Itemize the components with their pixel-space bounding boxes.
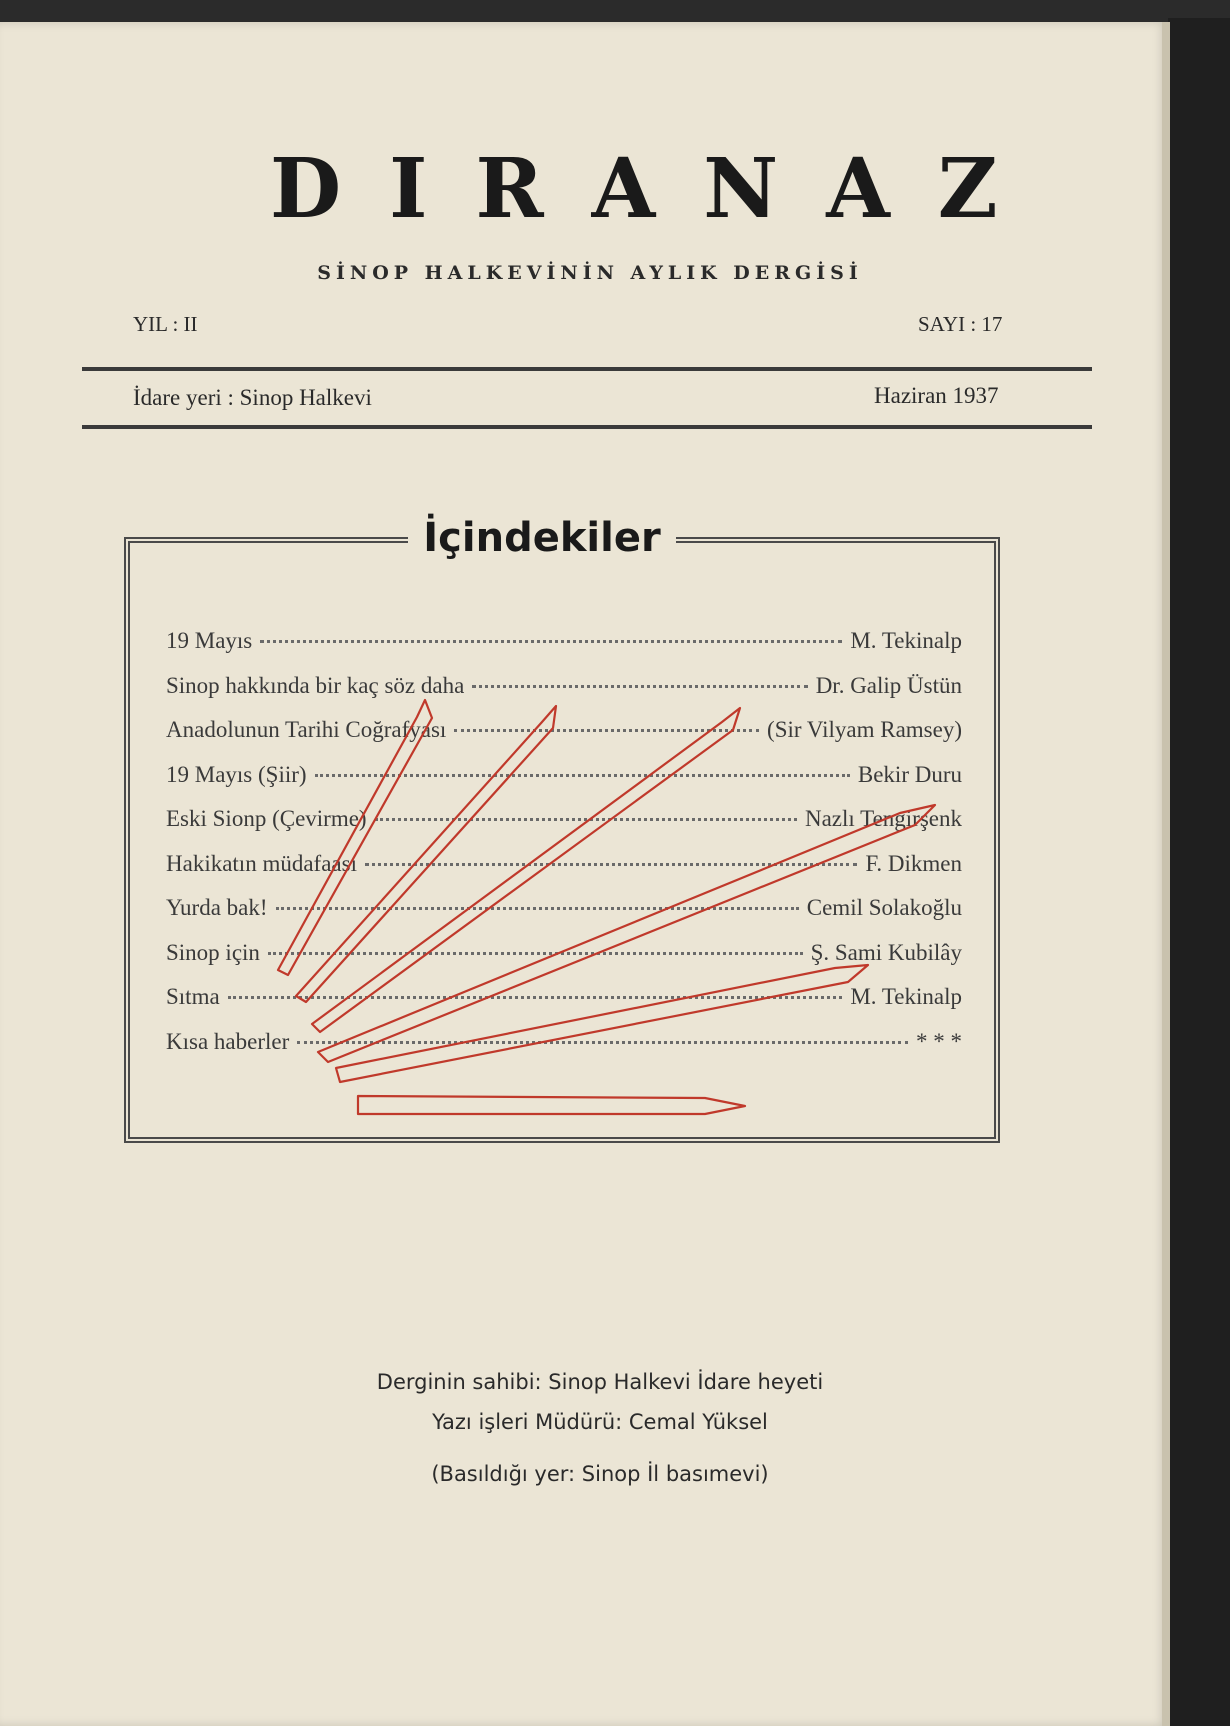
issue-date: Haziran 1937 xyxy=(874,383,999,408)
toc-item-author: * * * xyxy=(916,1028,962,1054)
arrow-6 xyxy=(358,1096,745,1114)
toc-item-title: Yurda bak! xyxy=(166,895,268,920)
volume-year: YIL : II xyxy=(133,312,198,336)
toc-item-title: Anadolunun Tarihi Coğrafyası xyxy=(166,717,447,742)
arrow-1 xyxy=(278,700,432,975)
printer-line: (Basıldığı yer: Sinop İl basımevi) xyxy=(431,1462,769,1486)
editor-line: Yazı işleri Müdürü: Cemal Yüksel xyxy=(432,1410,768,1434)
toc-item-title: 19 Mayıs xyxy=(166,628,253,653)
arrow-5 xyxy=(336,965,868,1082)
toc-item-author: M. Tekinalp xyxy=(850,984,962,1009)
toc-item-title: Hakikatın müdafaası xyxy=(166,850,357,876)
arrow-2 xyxy=(296,706,556,1002)
toc-item-title: Eski Sionp (Çevirme) xyxy=(166,806,367,831)
toc-item-title: Kısa haberler xyxy=(166,1028,290,1054)
toc-item-title: Sinop için xyxy=(166,939,260,965)
toc-heading: İçindekiler xyxy=(423,515,661,561)
toc-item-author: Dr. Galip Üstün xyxy=(815,672,962,698)
toc-item-author: Bekir Duru xyxy=(857,761,962,787)
arrow-4 xyxy=(318,805,935,1062)
toc-item-title: Sinop hakkında bir kaç söz daha xyxy=(166,672,465,698)
toc-item-title: 19 Mayıs (Şiir) xyxy=(166,761,307,787)
toc-item-author: (Sir Vilyam Ramsey) xyxy=(767,717,962,742)
issue-number: SAYI : 17 xyxy=(918,312,1003,336)
magazine-title: DIRANAZ xyxy=(270,141,1046,237)
toc-item-author: Nazlı Tengirşenk xyxy=(804,806,962,831)
office-address: İdare yeri : Sinop Halkevi xyxy=(133,385,372,410)
magazine-subtitle: SİNOP HALKEVİNİN AYLIK DERGİSİ xyxy=(317,262,863,284)
toc-item-title: Sıtma xyxy=(166,984,220,1009)
toc-item-author: Ş. Sami Kubilây xyxy=(810,939,962,965)
toc-item-author: M. Tekinalp xyxy=(850,628,962,653)
toc-item-author: Cemil Solakoğlu xyxy=(806,895,962,920)
owner-line: Derginin sahibi: Sinop Halkevi İdare heyeti xyxy=(376,1370,824,1394)
toc-item-author: F. Dikmen xyxy=(865,850,962,876)
